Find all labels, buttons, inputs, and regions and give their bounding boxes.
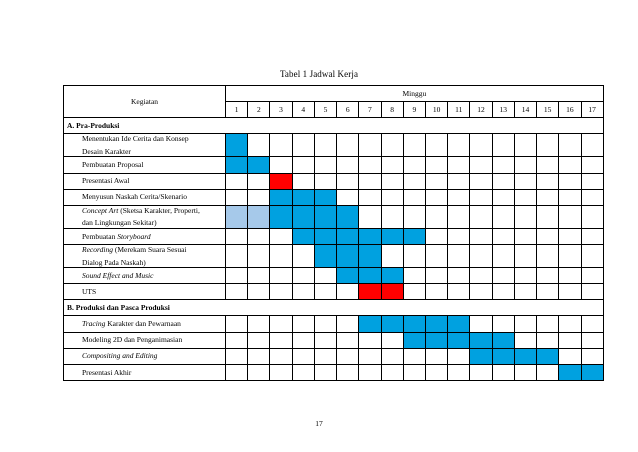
task-label-text: Concept Art — [82, 205, 119, 215]
task-row — [64, 284, 604, 300]
week-cell-1 — [226, 364, 248, 380]
week-cell-11 — [448, 332, 470, 348]
week-cell-3 — [270, 205, 292, 228]
week-cell-5 — [314, 173, 336, 189]
week-cell-16 — [559, 189, 581, 205]
week-cell-17 — [581, 284, 603, 300]
week-cell-7 — [359, 332, 381, 348]
week-cell-7 — [359, 189, 381, 205]
week-cell-15 — [537, 244, 559, 267]
week-cell-11 — [448, 157, 470, 173]
week-number-1: 1 — [226, 102, 248, 118]
week-cell-12 — [470, 228, 492, 244]
week-cell-8 — [381, 364, 403, 380]
week-cell-8 — [381, 316, 403, 332]
week-number-9: 9 — [403, 102, 425, 118]
week-cell-7 — [359, 205, 381, 228]
week-cell-7 — [359, 173, 381, 189]
week-cell-13 — [492, 268, 514, 284]
week-cell-6 — [337, 173, 359, 189]
week-cell-2 — [248, 189, 270, 205]
week-cell-7 — [359, 364, 381, 380]
task-label-text: Desain Karakter — [82, 146, 131, 156]
week-cell-13 — [492, 157, 514, 173]
task-label — [64, 189, 226, 205]
week-cell-4 — [292, 316, 314, 332]
week-cell-5 — [314, 364, 336, 380]
week-cell-10 — [425, 348, 447, 364]
week-cell-17 — [581, 316, 603, 332]
kegiatan-header: Kegiatan — [64, 86, 226, 118]
section-row — [64, 118, 604, 134]
week-cell-9 — [403, 157, 425, 173]
week-cell-3 — [270, 332, 292, 348]
week-cell-2 — [248, 244, 270, 267]
week-cell-12 — [470, 205, 492, 228]
task-row — [64, 364, 604, 380]
week-cell-12 — [470, 268, 492, 284]
section-title: A. Pra-Produksi — [64, 118, 604, 134]
week-cell-1 — [226, 157, 248, 173]
week-cell-9 — [403, 284, 425, 300]
week-number-14: 14 — [514, 102, 536, 118]
week-cell-13 — [492, 205, 514, 228]
week-cell-5 — [314, 348, 336, 364]
week-cell-10 — [425, 332, 447, 348]
week-cell-11 — [448, 316, 470, 332]
week-cell-15 — [537, 332, 559, 348]
week-cell-8 — [381, 268, 403, 284]
week-cell-3 — [270, 348, 292, 364]
week-cell-3 — [270, 173, 292, 189]
week-cell-1 — [226, 268, 248, 284]
week-cell-9 — [403, 348, 425, 364]
week-cell-6 — [337, 189, 359, 205]
week-cell-1 — [226, 189, 248, 205]
week-number-2: 2 — [248, 102, 270, 118]
week-cell-16 — [559, 244, 581, 267]
week-cell-9 — [403, 228, 425, 244]
week-number-17: 17 — [581, 102, 603, 118]
week-cell-12 — [470, 134, 492, 157]
week-cell-1 — [226, 316, 248, 332]
week-cell-15 — [537, 134, 559, 157]
task-label — [64, 348, 226, 364]
work-schedule-table — [63, 85, 604, 381]
week-cell-10 — [425, 244, 447, 267]
week-cell-1 — [226, 348, 248, 364]
week-cell-6 — [337, 364, 359, 380]
week-cell-1 — [226, 134, 248, 157]
week-number-15: 15 — [537, 102, 559, 118]
week-cell-11 — [448, 348, 470, 364]
week-number-10: 10 — [425, 102, 447, 118]
week-cell-16 — [559, 332, 581, 348]
week-cell-17 — [581, 228, 603, 244]
week-number-13: 13 — [492, 102, 514, 118]
week-cell-4 — [292, 364, 314, 380]
week-cell-13 — [492, 316, 514, 332]
week-cell-14 — [514, 228, 536, 244]
week-cell-8 — [381, 189, 403, 205]
week-number-8: 8 — [381, 102, 403, 118]
week-cell-17 — [581, 134, 603, 157]
section-row — [64, 300, 604, 316]
week-cell-6 — [337, 244, 359, 267]
task-label-text: (Sketsa Karakter, Properti, — [118, 205, 200, 215]
task-label — [64, 228, 226, 244]
week-cell-4 — [292, 205, 314, 228]
week-cell-12 — [470, 364, 492, 380]
week-cell-8 — [381, 205, 403, 228]
week-cell-16 — [559, 268, 581, 284]
week-cell-14 — [514, 173, 536, 189]
week-cell-6 — [337, 348, 359, 364]
page-number: 17 — [315, 419, 323, 428]
week-cell-9 — [403, 332, 425, 348]
week-cell-9 — [403, 316, 425, 332]
week-cell-8 — [381, 244, 403, 267]
week-cell-14 — [514, 205, 536, 228]
week-number-7: 7 — [359, 102, 381, 118]
week-cell-15 — [537, 348, 559, 364]
week-cell-4 — [292, 134, 314, 157]
week-cell-14 — [514, 244, 536, 267]
week-cell-13 — [492, 244, 514, 267]
week-cell-7 — [359, 244, 381, 267]
week-cell-11 — [448, 205, 470, 228]
week-cell-4 — [292, 284, 314, 300]
week-cell-3 — [270, 364, 292, 380]
week-cell-2 — [248, 284, 270, 300]
week-cell-14 — [514, 134, 536, 157]
task-label — [64, 364, 226, 380]
week-cell-10 — [425, 268, 447, 284]
task-label — [64, 284, 226, 300]
week-cell-2 — [248, 134, 270, 157]
week-cell-3 — [270, 244, 292, 267]
task-label-text: (Merekam Suara Sesuai — [112, 245, 187, 255]
week-cell-17 — [581, 244, 603, 267]
task-label-text: Sound Effect and Music — [82, 270, 154, 280]
week-cell-13 — [492, 228, 514, 244]
week-cell-4 — [292, 348, 314, 364]
week-cell-8 — [381, 228, 403, 244]
week-cell-9 — [403, 173, 425, 189]
week-cell-1 — [226, 173, 248, 189]
week-cell-7 — [359, 348, 381, 364]
task-row — [64, 189, 604, 205]
week-cell-17 — [581, 364, 603, 380]
week-cell-14 — [514, 332, 536, 348]
week-cell-3 — [270, 268, 292, 284]
task-label-text: Dialog Pada Naskah) — [82, 257, 146, 267]
week-number-3: 3 — [270, 102, 292, 118]
week-cell-10 — [425, 134, 447, 157]
task-label — [64, 205, 226, 228]
task-label-text: Presentasi Akhir — [82, 367, 132, 377]
week-cell-2 — [248, 228, 270, 244]
task-label-text: dan Lingkungan Sekitar) — [82, 218, 157, 228]
week-cell-13 — [492, 173, 514, 189]
task-label-text: Modeling 2D dan Penganimasian — [82, 335, 183, 345]
week-cell-5 — [314, 157, 336, 173]
week-cell-3 — [270, 134, 292, 157]
task-label-text: Pembuatan — [82, 231, 118, 241]
week-cell-5 — [314, 316, 336, 332]
week-cell-17 — [581, 332, 603, 348]
week-cell-1 — [226, 228, 248, 244]
task-label-text: Menentukan Ide Cerita dan Konsep — [82, 134, 189, 144]
task-label-text: UTS — [82, 287, 97, 297]
week-cell-12 — [470, 157, 492, 173]
week-cell-12 — [470, 332, 492, 348]
week-cell-13 — [492, 284, 514, 300]
task-label — [64, 173, 226, 189]
week-cell-8 — [381, 284, 403, 300]
week-cell-17 — [581, 348, 603, 364]
week-cell-8 — [381, 157, 403, 173]
week-cell-4 — [292, 157, 314, 173]
week-cell-2 — [248, 268, 270, 284]
week-cell-14 — [514, 364, 536, 380]
week-cell-4 — [292, 228, 314, 244]
week-cell-6 — [337, 332, 359, 348]
task-row — [64, 316, 604, 332]
week-cell-15 — [537, 173, 559, 189]
table-title: Tabel 1 Jadwal Kerja — [279, 69, 359, 79]
week-cell-2 — [248, 157, 270, 173]
week-cell-8 — [381, 173, 403, 189]
week-cell-12 — [470, 348, 492, 364]
week-cell-9 — [403, 134, 425, 157]
week-cell-10 — [425, 364, 447, 380]
week-cell-15 — [537, 228, 559, 244]
week-cell-16 — [559, 284, 581, 300]
week-cell-14 — [514, 157, 536, 173]
week-cell-17 — [581, 205, 603, 228]
week-cell-2 — [248, 332, 270, 348]
week-cell-10 — [425, 316, 447, 332]
week-cell-15 — [537, 268, 559, 284]
task-label — [64, 332, 226, 348]
week-cell-6 — [337, 134, 359, 157]
week-cell-7 — [359, 228, 381, 244]
week-cell-14 — [514, 268, 536, 284]
week-cell-3 — [270, 189, 292, 205]
week-cell-15 — [537, 157, 559, 173]
week-cell-6 — [337, 157, 359, 173]
week-cell-2 — [248, 348, 270, 364]
week-number-5: 5 — [314, 102, 336, 118]
week-cell-13 — [492, 134, 514, 157]
week-cell-17 — [581, 189, 603, 205]
task-label-text: Pembuatan Proposal — [82, 160, 144, 170]
week-cell-14 — [514, 284, 536, 300]
task-row — [64, 348, 604, 364]
week-cell-3 — [270, 228, 292, 244]
task-label — [64, 268, 226, 284]
task-row — [64, 173, 604, 189]
week-cell-15 — [537, 364, 559, 380]
task-row — [64, 332, 604, 348]
week-cell-3 — [270, 316, 292, 332]
week-cell-11 — [448, 268, 470, 284]
week-cell-4 — [292, 189, 314, 205]
task-label-text: Compositing and Editing — [82, 351, 158, 361]
week-cell-1 — [226, 244, 248, 267]
week-cell-8 — [381, 134, 403, 157]
week-number-16: 16 — [559, 102, 581, 118]
task-label-text: Tracing — [82, 319, 106, 329]
task-label-text: Recording — [82, 245, 113, 255]
week-cell-17 — [581, 173, 603, 189]
week-cell-11 — [448, 134, 470, 157]
task-row — [64, 244, 604, 267]
week-cell-2 — [248, 205, 270, 228]
week-cell-8 — [381, 332, 403, 348]
week-cell-10 — [425, 205, 447, 228]
week-cell-15 — [537, 316, 559, 332]
task-label — [64, 244, 226, 267]
section-title: B. Produksi dan Pasca Produksi — [64, 300, 604, 316]
week-cell-10 — [425, 228, 447, 244]
task-label — [64, 316, 226, 332]
week-cell-7 — [359, 157, 381, 173]
task-row — [64, 157, 604, 173]
week-cell-16 — [559, 348, 581, 364]
week-number-6: 6 — [337, 102, 359, 118]
week-cell-11 — [448, 228, 470, 244]
week-cell-16 — [559, 173, 581, 189]
week-cell-4 — [292, 173, 314, 189]
task-row — [64, 228, 604, 244]
week-number-12: 12 — [470, 102, 492, 118]
week-cell-14 — [514, 348, 536, 364]
week-cell-13 — [492, 348, 514, 364]
week-number-11: 11 — [448, 102, 470, 118]
week-cell-16 — [559, 134, 581, 157]
week-cell-5 — [314, 268, 336, 284]
week-cell-16 — [559, 228, 581, 244]
week-cell-3 — [270, 284, 292, 300]
week-cell-6 — [337, 228, 359, 244]
week-cell-4 — [292, 332, 314, 348]
week-cell-6 — [337, 316, 359, 332]
week-cell-7 — [359, 284, 381, 300]
task-label-text: Karakter dan Pewarnaan — [105, 319, 181, 329]
task-label — [64, 157, 226, 173]
week-cell-16 — [559, 205, 581, 228]
week-cell-5 — [314, 205, 336, 228]
week-cell-6 — [337, 268, 359, 284]
week-cell-11 — [448, 173, 470, 189]
week-cell-8 — [381, 348, 403, 364]
week-cell-1 — [226, 205, 248, 228]
week-cell-11 — [448, 284, 470, 300]
week-cell-2 — [248, 316, 270, 332]
week-cell-11 — [448, 244, 470, 267]
week-cell-7 — [359, 134, 381, 157]
week-cell-4 — [292, 244, 314, 267]
week-cell-16 — [559, 316, 581, 332]
week-cell-11 — [448, 189, 470, 205]
week-cell-10 — [425, 284, 447, 300]
week-cell-9 — [403, 244, 425, 267]
week-cell-5 — [314, 228, 336, 244]
week-cell-5 — [314, 189, 336, 205]
week-cell-1 — [226, 284, 248, 300]
week-cell-4 — [292, 268, 314, 284]
task-label-text: Presentasi Awal — [82, 176, 130, 186]
task-label — [64, 134, 226, 157]
week-cell-9 — [403, 189, 425, 205]
task-label-text: Menyusun Naskah Cerita/Skenario — [82, 192, 187, 202]
week-cell-16 — [559, 364, 581, 380]
week-cell-7 — [359, 316, 381, 332]
week-cell-14 — [514, 189, 536, 205]
week-cell-12 — [470, 284, 492, 300]
minggu-header: Minggu — [226, 86, 604, 102]
week-cell-14 — [514, 316, 536, 332]
week-cell-9 — [403, 205, 425, 228]
week-cell-6 — [337, 284, 359, 300]
week-cell-12 — [470, 316, 492, 332]
week-cell-5 — [314, 244, 336, 267]
week-cell-12 — [470, 189, 492, 205]
week-cell-15 — [537, 284, 559, 300]
task-label-text: Storyboard — [117, 231, 151, 241]
week-cell-17 — [581, 157, 603, 173]
week-cell-2 — [248, 173, 270, 189]
week-cell-5 — [314, 284, 336, 300]
week-cell-12 — [470, 244, 492, 267]
task-row — [64, 268, 604, 284]
week-cell-7 — [359, 268, 381, 284]
week-cell-5 — [314, 134, 336, 157]
week-cell-2 — [248, 364, 270, 380]
week-cell-16 — [559, 157, 581, 173]
task-row — [64, 205, 604, 228]
week-cell-13 — [492, 332, 514, 348]
week-cell-6 — [337, 205, 359, 228]
week-cell-17 — [581, 268, 603, 284]
week-cell-15 — [537, 189, 559, 205]
week-cell-9 — [403, 268, 425, 284]
task-row — [64, 134, 604, 157]
week-cell-13 — [492, 364, 514, 380]
week-cell-9 — [403, 364, 425, 380]
week-cell-5 — [314, 332, 336, 348]
week-cell-1 — [226, 332, 248, 348]
week-cell-10 — [425, 157, 447, 173]
week-number-4: 4 — [292, 102, 314, 118]
week-cell-12 — [470, 173, 492, 189]
week-cell-11 — [448, 364, 470, 380]
week-cell-3 — [270, 157, 292, 173]
week-cell-10 — [425, 189, 447, 205]
week-cell-10 — [425, 173, 447, 189]
week-cell-15 — [537, 205, 559, 228]
week-cell-13 — [492, 189, 514, 205]
